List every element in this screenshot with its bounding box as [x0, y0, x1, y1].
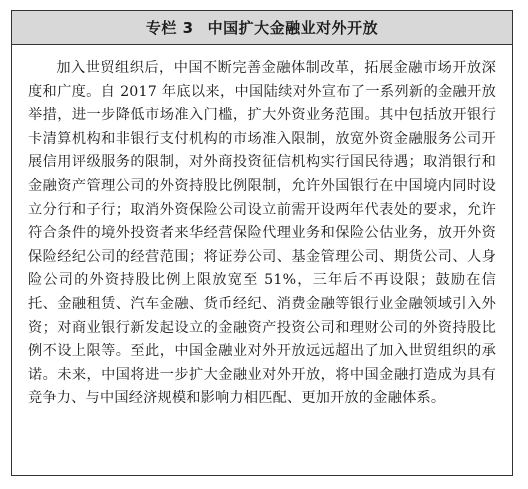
box-title: 中国扩大金融业对外开放 [207, 19, 379, 37]
box-label: 专栏 3 [145, 19, 194, 37]
box-header [12, 11, 512, 45]
box-body [12, 45, 512, 411]
body-paragraph: 加入世贸组织后，中国不断完善金融体制改革，拓展金融市场开放深度和广度。自 2017 年底以来，中国陆续对外宣布了一系列新的金融开放举措，进一步降低市场准入门槛，扩大外资业务范围。其中包括放开银行卡清算机构和非银行支付机构的市场准入限制，放宽外资金融服务公司开展信用评级服务的限制，对外商投资征信机构实行国民待遇；取消银行和金融资产管理公司的外资持股比例限制，允许外国银行在中国境内同时设立分行和子行；取消外资保险公司设立前需开设两年代表处的要求，允许符合条件的境外投资者来华经营保险代理业务和保险公估业务，放开外资保险经纪公司的经营范围；将证券公司、基金管理公司、期货公司、人身险公司的外资持股比例上限放宽至 51%，三年后不再设限；鼓励在信托、金融租赁、汽车金融、货币经纪、消费金融等银行业金融领域引入外资；对商业银行新发起设立的金融资产投资公司和理财公司的外资持股比例不设上限等。至此，中国金融业对外开放远远超出了加入世贸组织的承诺。未来，中国将进一步扩大金融业对外开放，将中国金融打造成为具有竞争力、与中国经济规模和影响力相匹配、更加开放的金融体系。 [28, 60, 496, 407]
sidebar-box [11, 10, 513, 476]
